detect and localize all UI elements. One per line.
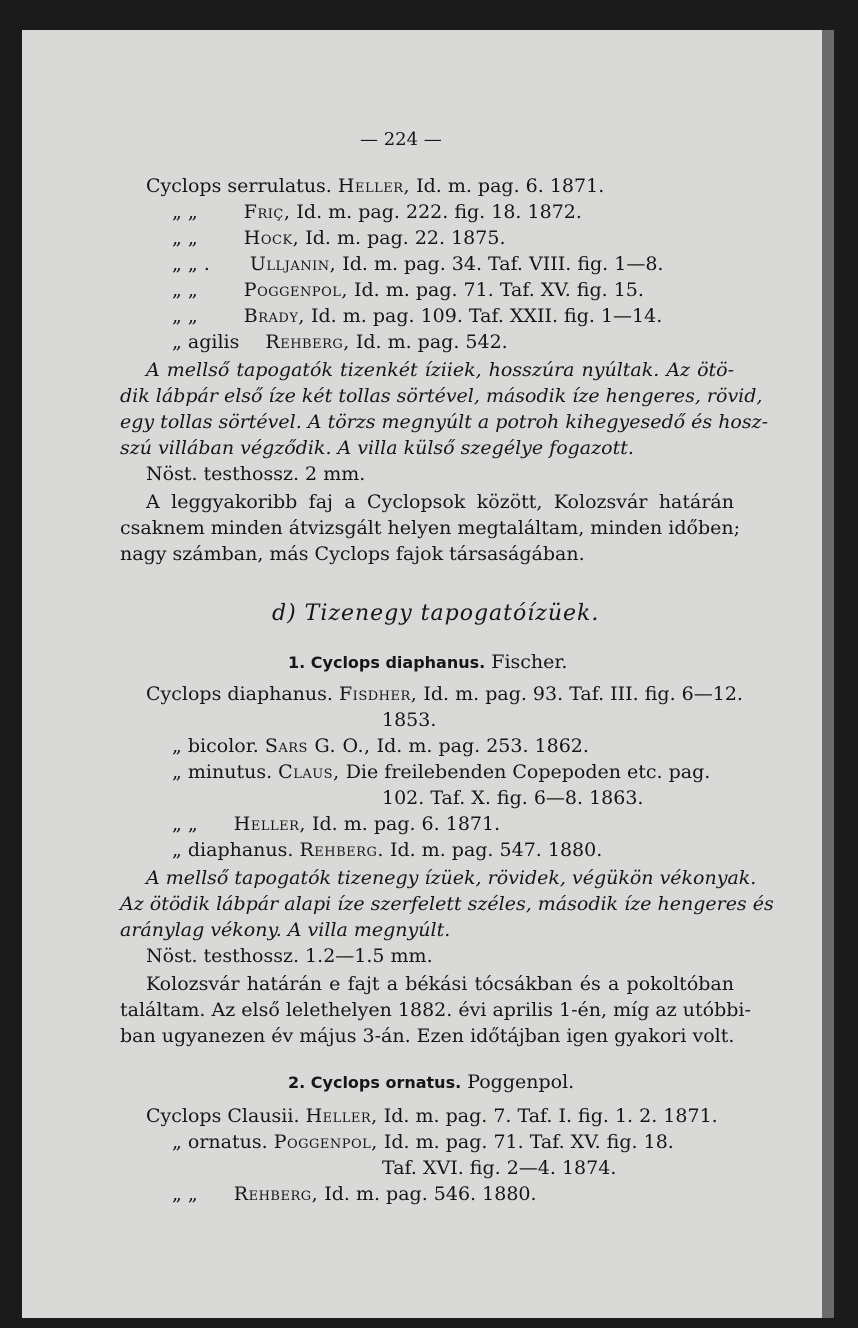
ref-citation: Id. m. pag. 22. 1875. [305, 227, 506, 249]
ref-citation: Id. m. pag. 34. Taf. VIII. fig. 1—8. [342, 253, 664, 275]
ref-name: „ „ [172, 1183, 198, 1205]
ref-author: Claus, [278, 761, 340, 783]
ref-continuation: 1853. [382, 709, 437, 731]
ref-author: Hock, [243, 227, 300, 249]
synonym-ref [172, 330, 508, 354]
ref-author: Poggenpol, [243, 279, 348, 301]
ref-citation: Id. m. pag. 222. fig. 18. 1872. [296, 201, 582, 223]
synonym-ref [172, 304, 662, 328]
ref-author: Heller, [305, 1105, 378, 1127]
description-line: A mellső tapogatók tizenegy ízüek, rövidek, végükön vékonyak. [146, 867, 757, 889]
ref-author: Rehberg. [299, 839, 384, 861]
ref-name: „ „ [172, 279, 198, 301]
synonym-ref [172, 812, 500, 836]
body-line: találtam. Az első lelethelyen 1882. évi aprilis 1-én, míg az utóbbi- [120, 999, 751, 1021]
ref-citation: Id. m. pag. 546. 1880. [324, 1183, 537, 1205]
ref-citation: Id. m. pag. 6. 1871. [416, 175, 605, 197]
size-line: Nöst. testhossz. 2 mm. [146, 463, 366, 485]
ref-citation: Id. m. pag. 7. Taf. I. fig. 1. 2. 1871. [383, 1105, 718, 1127]
ref-author: Rehberg, [265, 331, 350, 353]
ref-continuation: Taf. XVI. fig. 2—4. 1874. [382, 1157, 617, 1179]
ref-name: „ „ [172, 201, 198, 223]
ref-author: Ulljanin, [249, 253, 337, 275]
ref-author: Poggenpol, [273, 1131, 378, 1153]
species-heading [288, 650, 567, 675]
ref-citation: Id. m. pag. 6. 1871. [311, 813, 501, 835]
description-line: egy tollas sörtével. A törzs megnyúlt a potroh kihegyesedő és hosz- [120, 411, 769, 433]
description-line: A mellső tapogatók tizenkét íziiek, hosszúra nyúltak. Az ötö- [146, 359, 734, 381]
ref-citation: Id. m. pag. 93. Taf. III. fig. 6—12. [423, 683, 743, 705]
body-line: nagy számban, más Cyclops fajok társaságában. [120, 543, 585, 565]
synonym-ref [146, 1104, 718, 1128]
synonym-ref [146, 174, 604, 198]
description-line: dik lábpár első íze két tollas sörtével, második íze hengeres, rövid, [120, 385, 763, 407]
ref-name: Cyclops serrulatus. [146, 175, 332, 197]
ref-name: „ „ [172, 227, 198, 249]
ref-name: „ „ [172, 813, 198, 835]
species-author: Poggenpol. [467, 1071, 575, 1093]
ref-author: Heller, [233, 813, 306, 835]
ref-continuation: 102. Taf. X. fig. 6—8. 1863. [382, 787, 644, 809]
synonym-ref [172, 838, 602, 862]
page-number: — 224 — [360, 129, 442, 150]
ref-author: Friç, [243, 201, 291, 223]
ref-name: „ „ . [172, 253, 210, 275]
book-page [22, 30, 822, 1318]
synonym-ref [172, 252, 663, 276]
ref-name: „ diaphanus. [172, 839, 294, 861]
description-line: Az ötödik lábpár alapi íze szerfelett széles, második íze hengeres és [120, 893, 774, 915]
species-name: 1. Cyclops diaphanus. [288, 653, 486, 672]
synonym-ref [172, 200, 582, 224]
ref-name: Cyclops Clausii. [146, 1105, 300, 1127]
species-heading [288, 1070, 574, 1095]
ref-citation: Die freilebenden Copepoden etc. pag. [345, 761, 711, 783]
ref-name: „ ornatus. [172, 1131, 268, 1153]
section-heading: d) Tizenegy tapogatóízüek. [272, 601, 600, 626]
size-line: Nöst. testhossz. 1.2—1.5 mm. [146, 945, 433, 967]
ref-name: „ bicolor. [172, 735, 259, 757]
synonym-ref [172, 760, 710, 784]
synonym-ref [172, 278, 644, 302]
ref-name: „ minutus. [172, 761, 273, 783]
ref-author: Brady, [243, 305, 305, 327]
synonym-ref [146, 682, 743, 706]
description-line: szú villában végződik. A villa külső szegélye fogazott. [120, 437, 634, 459]
ref-name: „ „ [172, 305, 198, 327]
body-line: Kolozsvár határán e fajt a békási tócsákban és a pokoltóban [146, 973, 734, 995]
ref-name: Cyclops diaphanus. [146, 683, 333, 705]
body-line: csaknem minden átvizsgált helyen megtaláltam, minden időben; [120, 517, 741, 539]
ref-citation: Id. m. pag. 253. 1862. [376, 735, 589, 757]
description-line: aránylag vékony. A villa megnyúlt. [120, 919, 451, 941]
ref-citation: Id. m. pag. 542. [355, 331, 508, 353]
species-name: 2. Cyclops ornatus. [288, 1073, 462, 1092]
ref-citation: Id. m. pag. 71. Taf. XV. fig. 18. [383, 1131, 674, 1153]
body-line: ban ugyanezen év május 3-án. Ezen időtájban igen gyakori volt. [120, 1025, 735, 1047]
ref-name: „ agilis [172, 331, 240, 353]
synonym-ref [172, 1182, 537, 1206]
synonym-ref [172, 734, 589, 758]
ref-author: Rehberg, [233, 1183, 319, 1205]
ref-author: Fisdher, [339, 683, 418, 705]
ref-author: Heller, [337, 175, 411, 197]
ref-citation: Id. m. pag. 547. 1880. [389, 839, 603, 861]
species-author: Fischer. [491, 651, 568, 673]
ref-citation: Id. m. pag. 71. Taf. XV. fig. 15. [353, 279, 644, 301]
ref-citation: Id. m. pag. 109. Taf. XXII. fig. 1—14. [311, 305, 663, 327]
ref-author: Sars G. O., [264, 735, 371, 757]
body-line: A leggyakoribb faj a Cyclopsok között, Kolozsvár határán [146, 491, 734, 513]
synonym-ref [172, 226, 506, 250]
synonym-ref [172, 1130, 674, 1154]
page-edge [822, 30, 834, 1318]
